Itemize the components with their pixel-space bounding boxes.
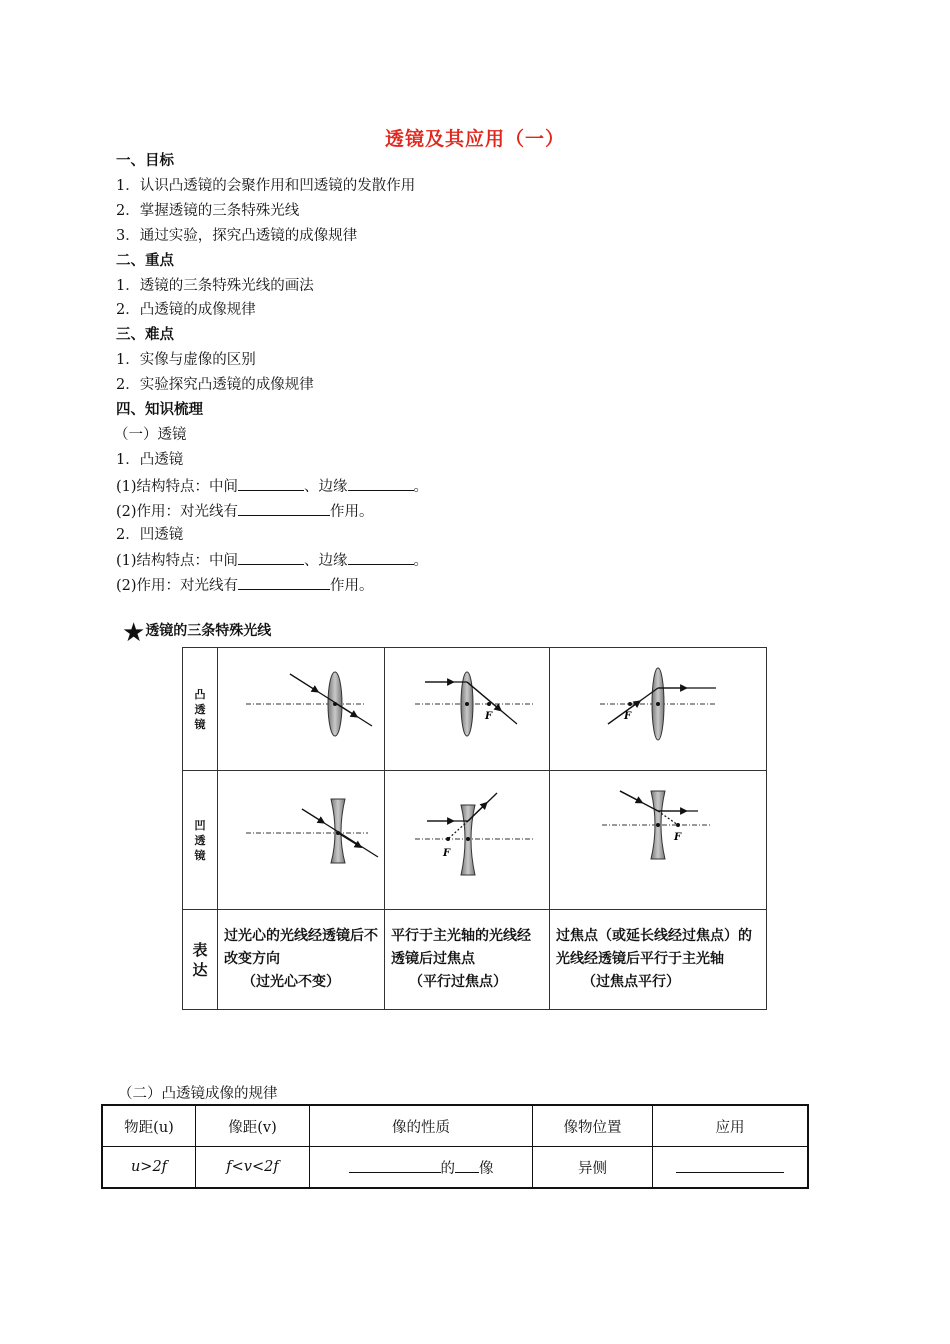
convex-structure: (1)结构特点：中间 、边缘 。 bbox=[116, 475, 428, 497]
special-rays-table bbox=[182, 647, 767, 1010]
desc-center-ray: 过光心的光线经透镜后不改变方向 （过光心不变） bbox=[218, 910, 385, 1010]
cell-image-distance: f<v<2f bbox=[196, 1147, 310, 1189]
blank-field[interactable] bbox=[455, 1157, 479, 1173]
focus-label: F bbox=[624, 711, 632, 722]
blank-field[interactable] bbox=[238, 475, 304, 491]
focus-label: F bbox=[674, 832, 682, 843]
imaging-heading: （二）凸透镜成像的规律 bbox=[118, 1086, 278, 1102]
convex-heading: 1．凸透镜 bbox=[116, 452, 184, 468]
diagram-convex-parallel bbox=[385, 648, 550, 771]
row-label-expression: 表 达 bbox=[183, 910, 218, 1010]
row-label-concave: 凹 透 镜 bbox=[183, 771, 218, 910]
header-object-distance: 物距(u) bbox=[102, 1105, 196, 1147]
focus-label: F bbox=[485, 711, 493, 722]
subsection-lens: （一）透镜 bbox=[114, 427, 187, 443]
blank-field[interactable] bbox=[238, 574, 330, 590]
blank-field[interactable] bbox=[238, 549, 304, 565]
special-rays-heading: ★透镜的三条特殊光线 bbox=[122, 618, 272, 648]
convex-effect: (2)作用：对光线有 作用。 bbox=[116, 500, 374, 522]
difficulty-item: 1．实像与虚像的区别 bbox=[116, 352, 256, 368]
goal-item: 1．认识凸透镜的会聚作用和凹透镜的发散作用 bbox=[116, 178, 416, 194]
row-label-convex: 凸 透 镜 bbox=[183, 648, 218, 771]
concave-effect: (2)作用：对光线有 作用。 bbox=[116, 574, 374, 596]
blank-field[interactable] bbox=[238, 500, 330, 516]
header-application: 应用 bbox=[653, 1105, 809, 1147]
key-item: 1．透镜的三条特殊光线的画法 bbox=[116, 278, 314, 294]
star-icon: ★ bbox=[122, 618, 146, 648]
concave-structure: (1)结构特点：中间 、边缘 。 bbox=[116, 549, 428, 571]
header-position: 像物位置 bbox=[533, 1105, 653, 1147]
imaging-rules-table bbox=[101, 1104, 809, 1189]
blank-field[interactable] bbox=[676, 1157, 784, 1173]
cell-image-nature: 的 像 bbox=[310, 1147, 533, 1189]
diagram-concave-focus bbox=[550, 771, 767, 910]
key-heading: 二、重点 bbox=[116, 252, 174, 269]
goal-item: 2．掌握透镜的三条特殊光线 bbox=[116, 203, 300, 219]
diagram-convex-center bbox=[218, 648, 385, 771]
goal-item: 3．通过实验，探究凸透镜的成像规律 bbox=[116, 228, 358, 244]
desc-parallel-ray: 平行于主光轴的光线经透镜后过焦点 （平行过焦点） bbox=[385, 910, 550, 1010]
diagram-concave-center bbox=[218, 771, 385, 910]
difficulty-heading: 三、难点 bbox=[116, 326, 174, 343]
focus-label: F bbox=[443, 848, 451, 859]
diagram-concave-parallel bbox=[385, 771, 550, 910]
page-title: 透镜及其应用（一） bbox=[384, 128, 565, 150]
desc-focus-ray: 过焦点（或延长线经过焦点）的光线经透镜后平行于主光轴 （过焦点平行） bbox=[550, 910, 767, 1010]
header-image-distance: 像距(v) bbox=[196, 1105, 310, 1147]
key-item: 2．凸透镜的成像规律 bbox=[116, 302, 256, 318]
goals-heading: 一、目标 bbox=[116, 152, 174, 169]
concave-heading: 2．凹透镜 bbox=[116, 527, 184, 543]
header-image-nature: 像的性质 bbox=[310, 1105, 533, 1147]
blank-field[interactable] bbox=[348, 549, 414, 565]
cell-application bbox=[653, 1147, 809, 1189]
knowledge-heading: 四、知识梳理 bbox=[116, 401, 203, 418]
cell-object-distance: u>2f bbox=[102, 1147, 196, 1189]
cell-position: 异侧 bbox=[533, 1147, 653, 1189]
blank-field[interactable] bbox=[349, 1157, 441, 1173]
diagram-convex-focus bbox=[550, 648, 767, 771]
difficulty-item: 2．实验探究凸透镜的成像规律 bbox=[116, 377, 314, 393]
blank-field[interactable] bbox=[348, 475, 414, 491]
